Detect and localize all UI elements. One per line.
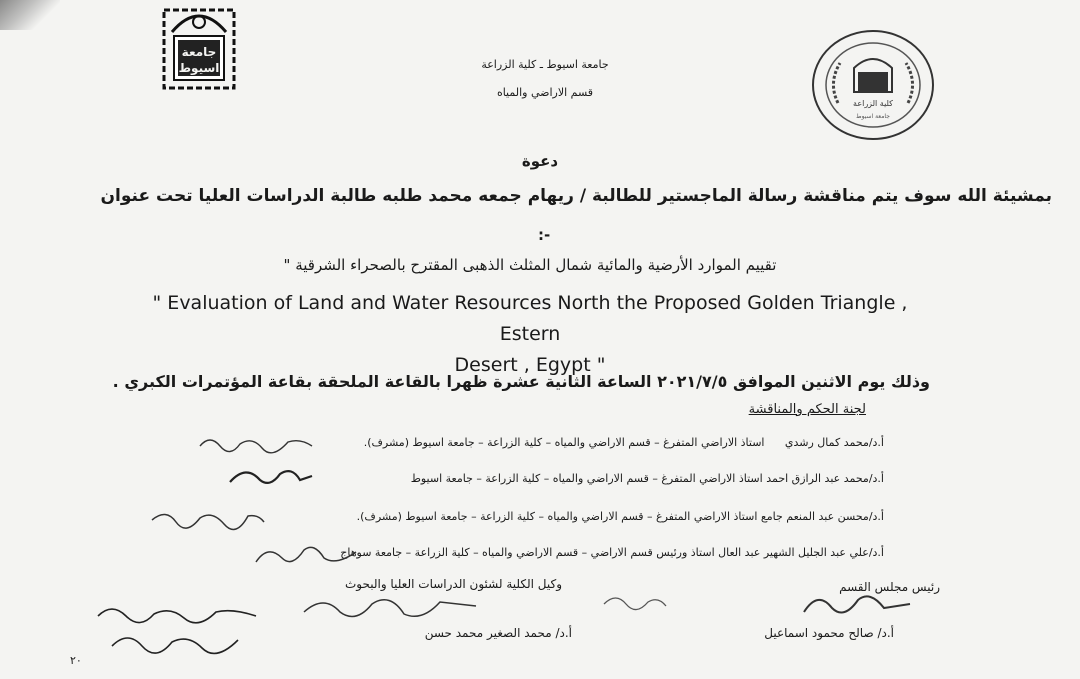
department-header: قسم الاراضي والمياه [496, 86, 594, 99]
thesis-title-arabic: تقييم الموارد الأرضية والمائية شمال المثلث الذهبى المقترح بالصحراء الشرقية " [283, 256, 777, 274]
university-logo [158, 2, 240, 94]
council-head-name: أ.د/ صالح محمود اسماعيل [764, 626, 894, 640]
committee-member [411, 472, 884, 485]
svg-text:اسيوط: اسيوط [178, 61, 220, 75]
intro-colon: :- [538, 226, 551, 244]
signature-member-3 [148, 504, 268, 534]
member-name: أ.د/محسن عبد المنعم جامع [760, 510, 884, 523]
invitation-intro: بمشيئة الله سوف يتم مناقشة رسالة الماجستير للطالبة / ريهام جمعه محمد طلبه طالبة الدراسات العليا تحت عنوان [100, 186, 1052, 206]
svg-text:جامعة اسيوط: جامعة اسيوط [856, 113, 890, 120]
vice-dean-name: أ.د/ محمد الصغير محمد حسن [424, 626, 572, 640]
member-description: استاذ الاراضي المتفرغ – قسم الاراضي والمياه – كلية الزراعة – جامعة اسيوط [410, 472, 763, 485]
member-description: استاذ ورئيس قسم الاراضي – قسم الاراضي والمياه – كلية الزراعة – جامعة سوهاج [340, 546, 715, 559]
svg-text:كلية الزراعة: كلية الزراعة [853, 99, 893, 108]
scan-edge-shadow [0, 0, 60, 30]
member-name: أ.د/علي عبد الجليل الشهير عبد العال [718, 546, 884, 559]
member-description: استاذ الاراضي المتفرغ – قسم الاراضي والمياه – كلية الزراعة – جامعة اسيوط (مشرف). [363, 436, 765, 449]
svg-text:جامعة: جامعة [181, 45, 217, 59]
invitation-title: دعوة [521, 152, 559, 170]
thesis-title-english-line1: " Evaluation of Land and Water Resources North the Proposed Golden Triangle , Estern [152, 292, 908, 345]
thesis-title-english-line2: Desert , Egypt " [454, 354, 606, 376]
committee-member [340, 546, 884, 559]
thesis-title-english [120, 288, 940, 381]
signature-vice-dean [300, 592, 480, 626]
faculty-seal [808, 28, 938, 143]
university-faculty-header: جامعة اسيوط ـ كلية الزراعة [481, 58, 609, 71]
signature-member-1 [196, 428, 316, 460]
council-head-title: رئيس مجلس القسم [839, 580, 940, 594]
signature-council-head [798, 586, 918, 622]
signature-middle [600, 586, 670, 616]
signature-member-2 [226, 462, 316, 490]
committee-heading: لجنة الحكم والمناقشة [748, 402, 866, 417]
member-name: أ.د/محمد عبد الرازق احمد [766, 472, 884, 485]
vice-dean-title: وكيل الكلية لشئون الدراسات العليا والبحوث [344, 577, 562, 591]
member-name: أ.د/محمد كمال رشدي [784, 436, 884, 449]
defense-datetime: وذلك يوم الاثنين الموافق ٢٠٢١/٧/٥ الساعة الثانية عشرة ظهرا بالقاعة الملحقة بقاعة المؤتمرات الكبري . [112, 372, 930, 391]
committee-member [364, 436, 884, 449]
handwritten-note [92, 600, 262, 670]
committee-member [357, 510, 884, 523]
signature-member-4 [252, 540, 362, 570]
member-description: استاذ الاراضي المتفرغ – قسم الاراضي والمياه – كلية الزراعة – جامعة اسيوط (مشرف). [356, 510, 758, 523]
page-number: ٢٠ [70, 654, 82, 667]
